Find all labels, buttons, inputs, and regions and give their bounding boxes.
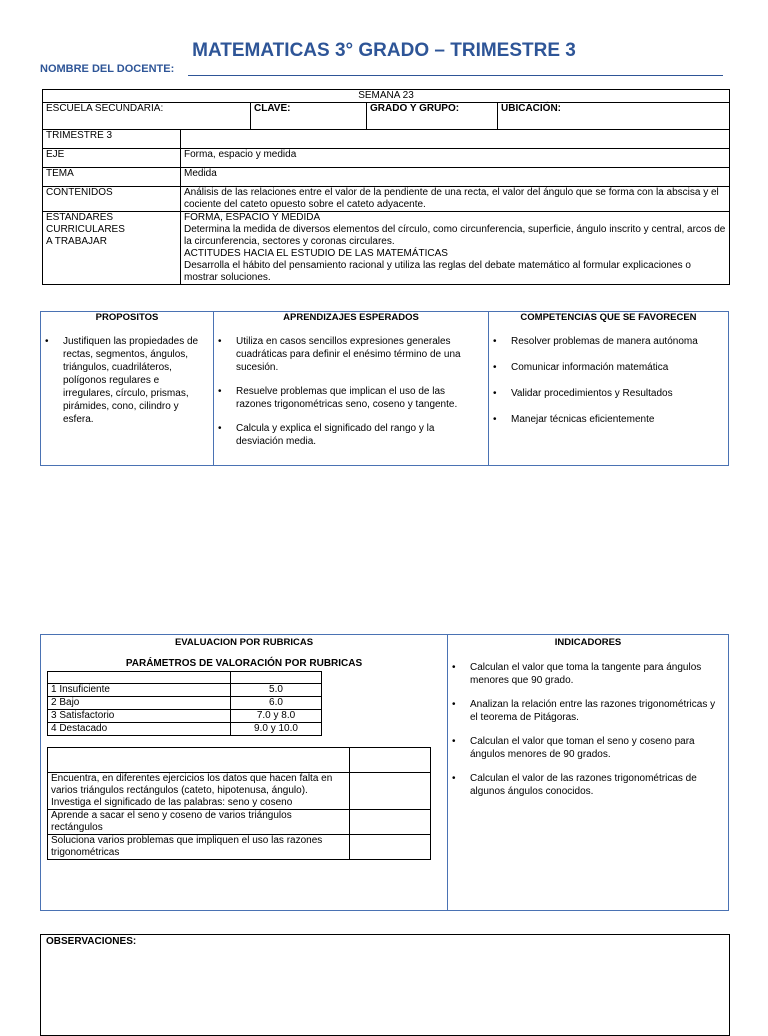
list-item: • Validar procedimientos y Resultados — [489, 387, 728, 400]
docente-label: NOMBRE DEL DOCENTE: — [40, 63, 175, 75]
clave-cell[interactable]: CLAVE: — [251, 103, 367, 130]
estandares-line: FORMA, ESPACIO Y MEDIDA — [184, 212, 321, 223]
semana-cell: SEMANA 23 — [43, 90, 730, 103]
docente-name-field[interactable] — [188, 75, 723, 76]
observaciones-label: OBSERVACIONES: — [46, 936, 137, 947]
criterio-score-cell[interactable] — [350, 810, 431, 835]
evaluacion-box — [40, 634, 729, 911]
list-item: • Calculan el valor que toman el seno y coseno para ángulos menores de 90 grados. — [448, 735, 720, 761]
parametro-value: 9.0 y 10.0 — [231, 723, 322, 736]
list-item: • Justifiquen las propiedades de rectas, segmentos, ángulos, triángulos, cuadriláteros, polígonos regulares e irregulares, círculo, prismas, pirámides, cono, cilindro y esfera. — [41, 335, 209, 426]
parametro-label: 1 Insuficiente — [48, 684, 231, 697]
list-item: • Calculan el valor de las razones trigonométricas de algunos ángulos conocidos. — [448, 772, 720, 798]
aprendizajes-list — [214, 335, 488, 448]
evaluacion-heading: EVALUACION POR RUBRICAS — [174, 637, 314, 648]
table-row — [48, 773, 431, 810]
criterio-text: Encuentra, en diferentes ejercicios los datos que hacen falta en varios triángulos rectángulos (cateto, hipotenusa, ángulo). Investiga el significado de las palabras: seno y coseno — [48, 773, 350, 810]
ubicacion-cell[interactable]: UBICACIÓN: — [498, 103, 730, 130]
parametro-value: 5.0 — [231, 684, 322, 697]
estandares-label-line: ESTANDARES — [46, 212, 114, 223]
criterio-text: Aprende a sacar el seno y coseno de varios triángulos rectángulos — [48, 810, 350, 835]
estandares-label-line: A TRABAJAR — [46, 236, 107, 247]
propositos-box — [40, 311, 729, 466]
indicadores-list — [448, 661, 728, 798]
estandares-line: Desarrolla el hábito del pensamiento racional y utiliza las reglas del debate matemático al formular explicaciones o mostrar soluciones. — [184, 260, 691, 283]
evaluacion-column — [41, 635, 447, 858]
propositos-column — [41, 312, 213, 437]
list-item: • Utiliza en casos sencillos expresiones generales cuadráticas para definir el enésimo término de una sucesión. — [214, 335, 478, 374]
info-table — [42, 89, 730, 285]
list-item: • Calcula y explica el significado del rango y la desviación media. — [214, 422, 478, 448]
aprendizajes-column — [214, 312, 488, 459]
list-item: • Calculan el valor que toma la tangente para ángulos menores que 90 grado. — [448, 661, 720, 687]
parametro-label: 3 Satisfactorio — [48, 710, 231, 723]
escuela-cell[interactable]: ESCUELA SECUNDARIA: — [43, 103, 251, 130]
indicadores-heading: INDICADORES — [554, 637, 622, 648]
list-item: • Resolver problemas de manera autónoma — [489, 335, 728, 348]
row-value-trimestre[interactable] — [181, 130, 730, 149]
table-row — [48, 835, 431, 860]
grado-cell[interactable]: GRADO Y GRUPO: — [367, 103, 498, 130]
observaciones-box[interactable] — [40, 934, 730, 1036]
propositos-list — [41, 335, 213, 426]
parametro-value: 6.0 — [231, 697, 322, 710]
parametro-label: 2 Bajo — [48, 697, 231, 710]
row-value-contenidos: Análisis de las relaciones entre el valor de la pendiente de una recta, el valor del ángulo que se forma con la abscisa y el cociente del cateto opuesto sobre el cateto adyacente. — [181, 187, 730, 212]
parametros-table — [47, 671, 322, 736]
estandares-line: ACTITUDES HACIA EL ESTUDIO DE LAS MATEMÁTICAS — [184, 248, 448, 259]
table-row — [48, 723, 322, 736]
estandares-line: Determina la medida de diversos elementos del círculo, como circunferencia, superficie, ángulo inscrito y central, arcos de la circunferencia, sectores y coronas circulares. — [184, 224, 726, 247]
propositos-heading: PROPOSITOS — [95, 312, 159, 323]
list-item: • Manejar técnicas eficientemente — [489, 413, 728, 426]
row-value-tema: Medida — [181, 168, 730, 187]
list-item: • Comunicar información matemática — [489, 361, 728, 374]
parametro-value: 7.0 y 8.0 — [231, 710, 322, 723]
criterio-score-cell[interactable] — [350, 835, 431, 860]
parametros-heading: PARÁMETROS DE VALORACIÓN POR RUBRICAS — [125, 658, 363, 669]
estandares-label-line: CURRICULARES — [46, 224, 125, 235]
list-item: • Resuelve problemas que implican el uso de las razones trigonométricas seno, coseno y tangente. — [214, 385, 478, 411]
table-row — [48, 684, 322, 697]
table-row — [48, 810, 431, 835]
row-label-eje: EJE — [43, 149, 181, 168]
competencias-column — [489, 312, 728, 439]
criterios-table — [47, 747, 431, 860]
list-item: • Analizan la relación entre las razones trigonométricas y el teorema de Pitágoras. — [448, 698, 720, 724]
competencias-heading: COMPETENCIAS QUE SE FAVORECEN — [520, 312, 697, 323]
table-row — [48, 710, 322, 723]
criterio-text: Soluciona varios problemas que impliquen el uso las razones trigonométricas — [48, 835, 350, 860]
table-row — [48, 697, 322, 710]
aprendizajes-heading: APRENDIZAJES ESPERADOS — [283, 312, 419, 323]
page-title: MATEMATICAS 3° GRADO – TRIMESTRE 3 — [192, 40, 576, 61]
parametro-label: 4 Destacado — [48, 723, 231, 736]
row-value-estandares — [181, 212, 730, 285]
row-label-tema: TEMA — [43, 168, 181, 187]
criterio-score-cell[interactable] — [350, 773, 431, 810]
row-label-estandares — [43, 212, 181, 285]
indicadores-column — [448, 635, 728, 809]
competencias-list — [489, 335, 728, 426]
row-label-contenidos: CONTENIDOS — [43, 187, 181, 212]
row-value-eje: Forma, espacio y medida — [181, 149, 730, 168]
row-label-trimestre: TRIMESTRE 3 — [43, 130, 181, 149]
